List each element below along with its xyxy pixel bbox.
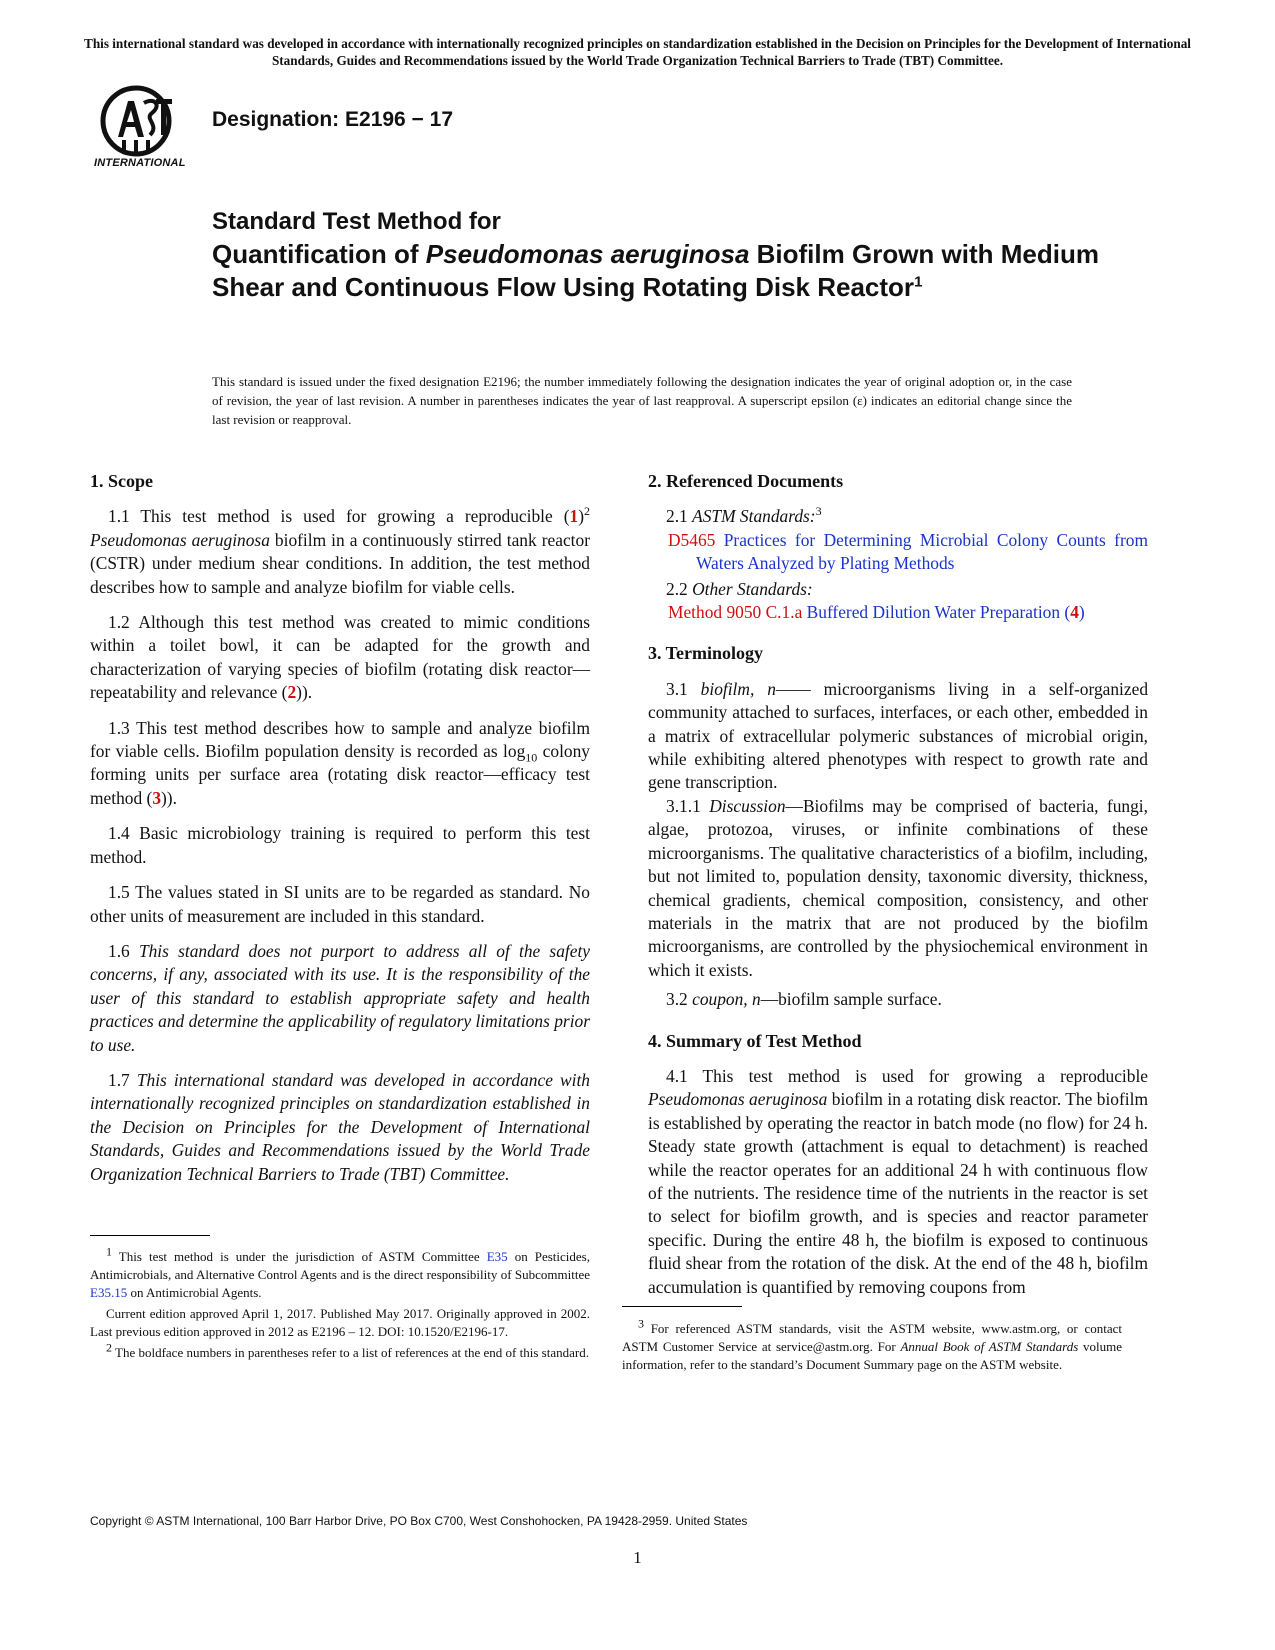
method-title[interactable]: Buffered Dilution Water Preparation ( <box>802 602 1071 623</box>
title-italic: Pseudomonas aeruginosa <box>425 239 750 269</box>
scope-1-6-text: This standard does not purport to address all of the safety concerns, if any, associated with its use. It is the responsibility of the user of this standard to establish appropriate safety and health practices and determine the applicability of regulatory limitations prior to use. <box>90 940 590 1055</box>
term-3-1-1 <box>648 795 1148 982</box>
page-number: 1 <box>633 1548 642 1567</box>
footnote-1 <box>90 1244 590 1302</box>
footnote-1-end: on Antimicrobial Agents. <box>127 1285 262 1300</box>
referenced-heading: 2. Referenced Documents <box>648 471 844 491</box>
footnote-rule-left <box>90 1235 210 1236</box>
summary-rest: biofilm in a rotating disk reactor. The biofilm is established by operating the reactor in batch mode (no flow) for 24 h. Steady state growth (attachment is equal to detachment) is reached while the reactor operates for an additional 24 h with continuous flow of the nutrients. The residence time of the nutrients in the reactor is set to select for biofilm growth, and is species and reactor parameter specific. During the entire 48 h, the biofilm is exposed to continuous fluid shear from the rotation of the disk. At the end of the 48 h, biofilm accumulation is quantified by removing coupons from <box>648 1089 1148 1297</box>
footnote-3 <box>622 1316 1122 1374</box>
term-3-1-text: —— microorganisms living in a self-organized community attached to surfaces, interfaces, or each other, embedded in a matrix of extracellular polymeric substances of microbial origin, while exhibiting altered phenotypes with respect to growth rate and gene transcription. <box>648 678 1149 793</box>
footnotes-left <box>90 1244 590 1362</box>
scope-1-2-end: )). <box>296 682 313 703</box>
footnote-1-mid: on Pesticides, Antimicrobials, and Alternative Control Agents and is the direct responsibility of Subcommittee <box>90 1249 590 1282</box>
scope-1-3-end: )). <box>161 787 177 808</box>
scope-1-4: 1.4 Basic microbiology training is required to perform this test method. <box>90 823 590 867</box>
footnote-3-book: Annual Book of ASTM Standards <box>900 1339 1079 1354</box>
scope-1-5: 1.5 The values stated in SI units are to be regarded as standard. No other units of measurement are included in this standard. <box>90 882 590 926</box>
subcommittee-link[interactable]: E35.15 <box>90 1285 128 1300</box>
scope-1-3-rest: colony forming units per surface area (rotating disk reactor—efficacy test method ( <box>90 741 590 808</box>
term-3-1-1-num: 3.1.1 <box>666 795 710 816</box>
scope-1-1-rest: biofilm in a continuously stirred tank reactor (CSTR) under medium shear conditions. In addition, the test method describes how to sample and analyze biofilm for viable cells. <box>90 529 590 597</box>
other-standards-label <box>648 578 1148 601</box>
scope-1-7 <box>90 1069 590 1186</box>
footnote-3-mark: 3 <box>638 1316 644 1331</box>
title-footnote-mark: 1 <box>914 273 923 291</box>
designation: Designation: E2196 − 17 <box>212 108 454 131</box>
scope-1-2-text: 1.2 Although this test method was created to mimic conditions within a toilet bowl, it can be adapted for the growth and characterization of varying species of biofilm (rotating disk reactor—repeatability and relevance ( <box>90 612 590 703</box>
terminology-heading: 3. Terminology <box>648 643 764 664</box>
scope-1-7-num: 1.7 <box>108 1069 137 1090</box>
title-main <box>212 238 1112 304</box>
d5465-title[interactable]: Practices for Determining Microbial Colony Counts from Waters Analyzed by Plating Methods <box>696 529 1148 574</box>
footnote-rule-right <box>622 1306 742 1307</box>
d5465-code[interactable]: D5465 <box>668 529 716 550</box>
reference-d5465[interactable] <box>668 529 1148 576</box>
term-biofilm: biofilm, n <box>700 678 776 699</box>
document-title <box>212 205 1112 304</box>
term-3-2-text: —biofilm sample surface. <box>760 989 942 1010</box>
s22-num: 2.2 <box>666 578 693 599</box>
footnote-2-mark: 2 <box>106 1340 112 1355</box>
title-part2: Biofilm Grown with Medium Shear and Continuous Flow Using Rotating Disk Reactor <box>212 239 1099 302</box>
scope-1-2 <box>90 611 590 705</box>
reference-link-2[interactable]: 2 <box>287 682 297 703</box>
s22-label: Other Standards: <box>692 578 813 599</box>
term-coupon: coupon, n <box>692 989 761 1010</box>
copyright-footer: Copyright © ASTM International, 100 Barr Harbor Drive, PO Box C700, West Conshohocken, PA 19428-2959. United States <box>90 1514 748 1528</box>
term-3-1 <box>648 678 1148 795</box>
method-code[interactable]: Method 9050 C.1.a <box>668 602 803 623</box>
scope-1-1-species: Pseudomonas aeruginosa <box>90 529 270 550</box>
right-column <box>648 470 1148 1299</box>
scope-1-1-text: 1.1 This test method is used for growing a reproducible ( <box>108 506 570 527</box>
scope-heading: 1. Scope <box>90 471 153 491</box>
footnote-1-mark: 1 <box>106 1244 112 1259</box>
s21-num: 2.1 <box>666 506 693 527</box>
footnotes-right <box>622 1316 1122 1374</box>
term-3-1-num: 3.1 <box>666 678 701 699</box>
footnote-mark-2: 2 <box>584 504 590 519</box>
term-3-2-num: 3.2 <box>666 989 693 1010</box>
scope-1-7-text: This international standard was developed in accordance with internationally recognized principles on standardization established in the Decision on Principles for the Development of International Standards, Guides and Recommendations issued by the World Trade Organization Technical Barriers to Trade (TBT) Committee. <box>90 1069 590 1184</box>
astm-standards-label <box>648 505 1148 528</box>
summary-text: 4.1 This test method is used for growing a reproducible <box>666 1065 1148 1086</box>
referenced-list <box>648 529 1148 576</box>
footnote-2-text: The boldface numbers in parentheses refer to a list of references at the end of this standard. <box>112 1345 589 1360</box>
other-list <box>648 601 1148 624</box>
summary-4-1 <box>648 1065 1148 1299</box>
scope-1-1-paren: ) <box>578 506 584 527</box>
summary-heading: 4. Summary of Test Method <box>648 1030 862 1051</box>
scope-1-6-num: 1.6 <box>108 940 139 961</box>
term-discussion: Discussion <box>709 795 786 816</box>
astm-logo <box>88 85 198 175</box>
s21-label: ASTM Standards: <box>692 506 816 527</box>
reference-link-1[interactable]: 1 <box>569 506 579 527</box>
reference-link-3[interactable]: 3 <box>152 787 162 808</box>
footnote-2 <box>90 1340 590 1362</box>
footnote-mark-3: 3 <box>815 504 822 519</box>
reference-method-9050[interactable] <box>668 601 1148 624</box>
title-part1: Quantification of <box>212 239 426 269</box>
logo-text: INTERNATIONAL <box>94 157 186 169</box>
reference-link-4[interactable]: 4 <box>1070 602 1079 623</box>
method-end: ) <box>1078 602 1085 623</box>
top-notice: This international standard was developed in accordance with internationally recognized principles on standardization established in the Decision on Principles for the Development of International Standards, Guides and Recommendations issued by the World Trade Organization Technical Barriers to Trade (TBT) Committee. <box>84 36 1191 68</box>
scope-1-3-text: 1.3 This test method describes how to sample and analyze biofilm for viable cells. Biofilm population density is recorded as log <box>90 717 590 762</box>
left-column <box>90 470 590 1186</box>
committee-link[interactable]: E35 <box>486 1249 508 1264</box>
footnote-3-text: For referenced ASTM standards, visit the ASTM website, www.astm.org, or contact ASTM Customer Service at service@astm.org. For <box>622 1321 1122 1354</box>
summary-species: Pseudomonas aeruginosa <box>648 1089 828 1110</box>
footnote-1-text: This test method is under the jurisdiction of ASTM Committee <box>112 1249 487 1264</box>
scope-1-3 <box>90 717 590 811</box>
edition-note: Current edition approved April 1, 2017. Published May 2017. Originally approved in 2002. Last previous edition approved in 2012 as E2196 – 12. DOI: 10.1520/E2196-17. <box>90 1306 590 1339</box>
scope-1-1 <box>90 505 590 599</box>
title-line1: Standard Test Method for <box>212 208 501 235</box>
footnote-3-end: volume information, refer to the standard’s Document Summary page on the ASTM website. <box>622 1339 1122 1372</box>
issue-note: This standard is issued under the fixed designation E2196; the number immediately following the designation indicates the year of original adoption or, in the case of revision, the year of last revision. A number in parentheses indicates the year of last reapproval. A superscript epsilon (ε) indicates an editorial change since the last revision or reapproval. <box>212 374 1072 427</box>
log-subscript: 10 <box>525 750 538 765</box>
term-3-2 <box>648 988 1148 1011</box>
scope-1-6 <box>90 940 590 1057</box>
term-3-1-1-text: —Biofilms may be comprised of bacteria, fungi, algae, protozoa, viruses, or infinite combinations of these microorganisms. The qualitative characteristics of a biofilm, including, but not limited to, population density, taxonomic diversity, thickness, chemical gradients, chemical composition, consistency, and other materials in the matrix that are not produced by the biofilm microorganisms, are controlled by the physiochemical environment in which it exists. <box>648 795 1148 980</box>
